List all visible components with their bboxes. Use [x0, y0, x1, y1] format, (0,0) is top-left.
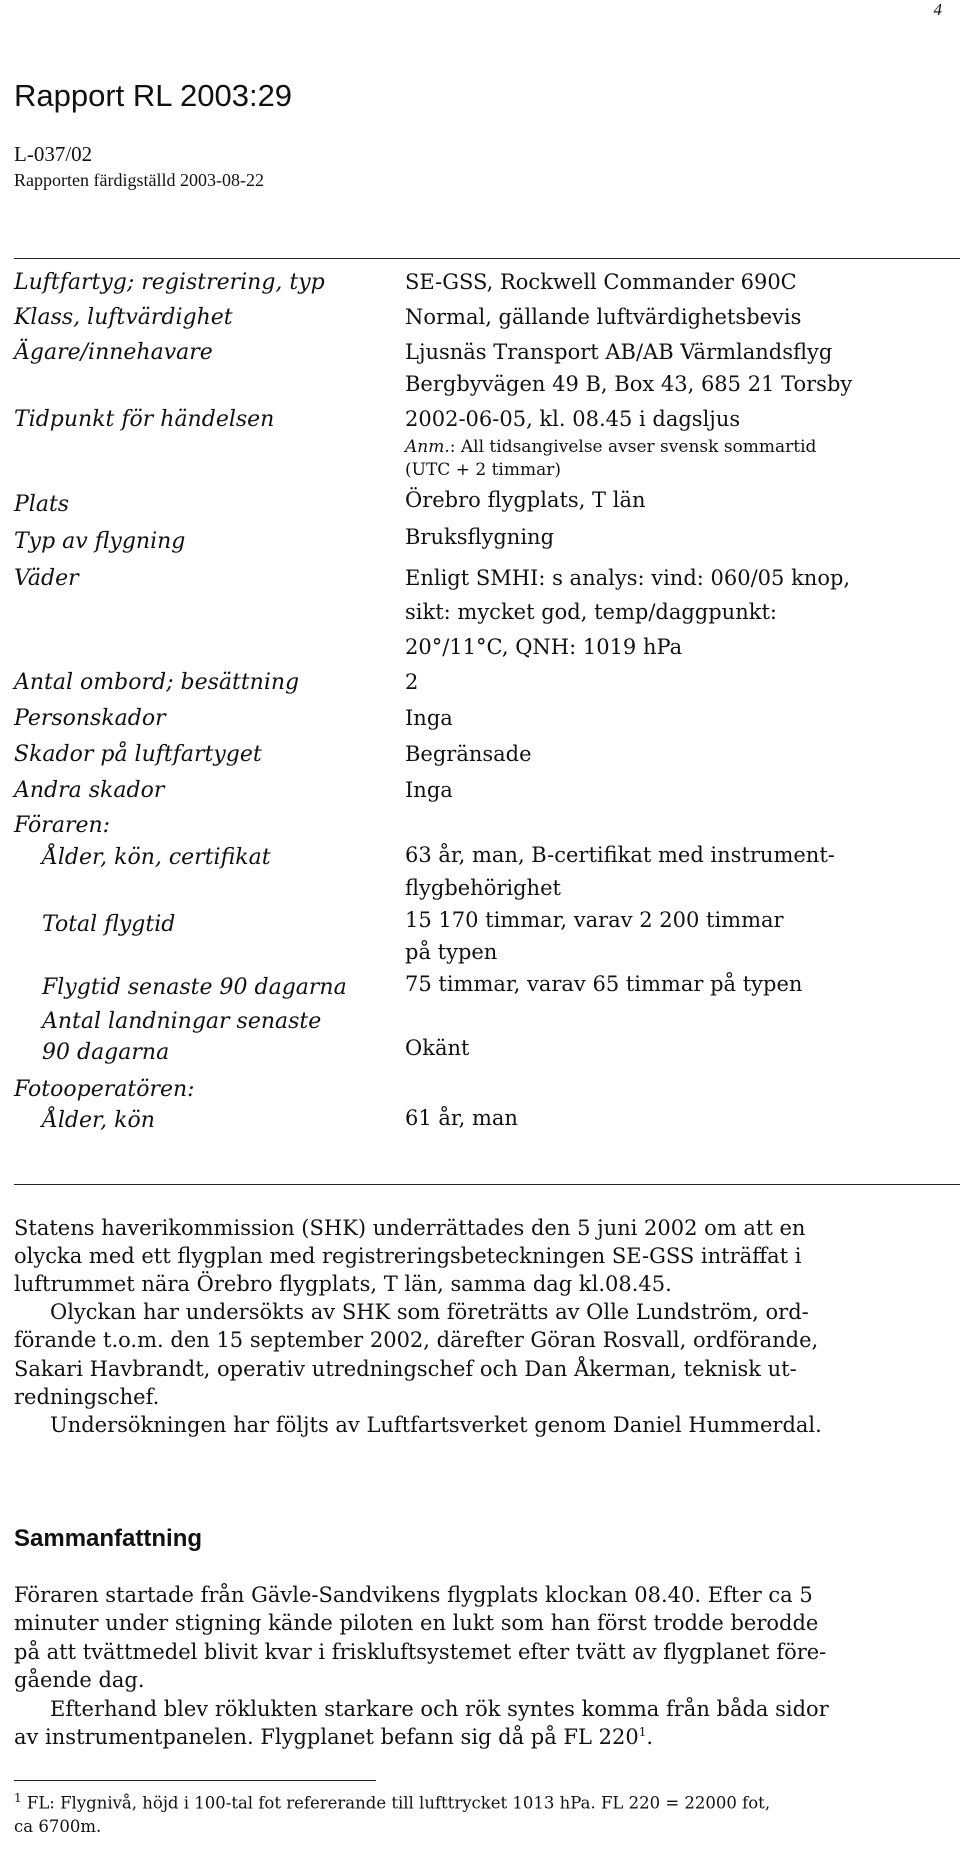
intro-p2-line4: redningschef.	[14, 1385, 160, 1409]
aircraft-value: SE-GSS, Rockwell Commander 690C	[405, 270, 797, 294]
time-note-text: : All tidsangivelse avser svensk sommartid	[449, 437, 817, 457]
onboard-value: 2	[405, 670, 419, 694]
time-label: Tidpunkt för händelsen	[14, 407, 275, 432]
page-number: 4	[933, 0, 942, 19]
place-label: Plats	[14, 492, 70, 517]
footnote-line1	[14, 1791, 770, 1813]
other-damage-label: Andra skador	[14, 778, 165, 803]
damage-label: Skador på luftfartyget	[14, 742, 262, 767]
summary-p2-line2-end: .	[646, 1725, 654, 1749]
flight-type-label: Typ av flygning	[14, 529, 186, 554]
class-value: Normal, gällande luftvärdighetsbevis	[405, 305, 802, 329]
report-title: Rapport RL 2003:29	[14, 78, 293, 113]
footnote-divider	[14, 1780, 376, 1781]
summary-p1-line1: Föraren startade från Gävle-Sandvikens flygplats klockan 08.40. Efter ca 5	[14, 1583, 813, 1607]
intro-p1-line3: luftrummet nära Örebro flygplats, T län, samma dag kl.08.45.	[14, 1272, 672, 1296]
photographer-age-label: Ålder, kön	[42, 1108, 155, 1133]
landings-label-line1: Antal landningar senaste	[42, 1009, 322, 1034]
other-damage-value: Inga	[405, 778, 453, 802]
summary-p1-line3: på att tvättmedel blivit kvar i friskluftsystemet efter tvätt av flygplanet före-	[14, 1640, 827, 1664]
time-note-prefix: Anm.	[405, 437, 450, 457]
summary-p2-line2	[14, 1725, 653, 1749]
landings-value: Okänt	[405, 1036, 470, 1060]
owner-value-line2: Bergbyvägen 49 B, Box 43, 685 21 Torsby	[405, 372, 853, 396]
middle-divider	[14, 1184, 960, 1185]
total-flight-time-label: Total flygtid	[42, 912, 176, 937]
intro-p3-line1: Undersökningen har följts av Luftfartsverket genom Daniel Hummerdal.	[50, 1413, 822, 1437]
time-note-line2: (UTC + 2 timmar)	[405, 460, 561, 480]
summary-p1-line2: minuter under stigning kände piloten en lukt som han först trodde berodde	[14, 1611, 819, 1635]
summary-p2-line2-text: av instrumentpanelen. Flygplanet befann sig då på FL 220	[14, 1725, 639, 1749]
injuries-value: Inga	[405, 706, 453, 730]
total-flight-time-value-line2: på typen	[405, 940, 498, 964]
time-value: 2002-06-05, kl. 08.45 i dagsljus	[405, 407, 741, 431]
class-label: Klass, luftvärdighet	[14, 305, 233, 330]
footnote-mark: 1	[14, 1791, 22, 1805]
weather-value-line2: sikt: mycket god, temp/daggpunkt:	[405, 600, 777, 624]
weather-label: Väder	[14, 566, 79, 591]
summary-p2-line1: Efterhand blev röklukten starkare och rök syntes komma från båda sidor	[50, 1697, 829, 1721]
damage-value: Begränsade	[405, 742, 532, 766]
photographer-age-value: 61 år, man	[405, 1106, 518, 1130]
intro-p1-line2: olycka med ett flygplan med registreringsbeteckningen SE-GSS inträffat i	[14, 1244, 802, 1268]
report-reference: L-037/02	[14, 142, 93, 166]
summary-heading: Sammanfattning	[14, 1525, 203, 1552]
intro-p2-line3: Sakari Havbrandt, operativ utredningschef och Dan Åkerman, teknisk ut-	[14, 1357, 797, 1381]
total-flight-time-value-line1: 15 170 timmar, varav 2 200 timmar	[405, 908, 784, 932]
intro-p2-line2: förande t.o.m. den 15 september 2002, därefter Göran Rosvall, ordförande,	[14, 1328, 819, 1352]
recent-flight-time-label: Flygtid senaste 90 dagarna	[42, 975, 347, 1000]
top-divider	[14, 258, 960, 259]
place-value: Örebro flygplats, T län	[405, 488, 646, 512]
aircraft-label: Luftfartyg; registrering, typ	[14, 270, 325, 295]
summary-p1-line4: gående dag.	[14, 1668, 145, 1692]
owner-value-line1: Ljusnäs Transport AB/AB Värmlandsflyg	[405, 340, 833, 364]
report-completed-date: Rapporten färdigställd 2003-08-22	[14, 170, 264, 190]
injuries-label: Personskador	[14, 706, 166, 731]
intro-p2-line1: Olyckan har undersökts av SHK som företrätts av Olle Lundström, ord-	[50, 1300, 809, 1324]
intro-p1-line1: Statens haverikommission (SHK) underrättades den 5 juni 2002 om att en	[14, 1216, 806, 1240]
pilot-label: Föraren:	[14, 813, 111, 838]
landings-label-line2: 90 dagarna	[42, 1040, 170, 1065]
weather-value-line3: 20°/11°C, QNH: 1019 hPa	[405, 635, 683, 659]
pilot-age-value-line2: flygbehörighet	[405, 876, 561, 900]
owner-label: Ägare/innehavare	[14, 340, 213, 365]
weather-value-line1: Enligt SMHI: s analys: vind: 060/05 knop,	[405, 566, 851, 590]
pilot-age-value-line1: 63 år, man, B-certifikat med instrument-	[405, 843, 835, 867]
time-note-line1	[405, 437, 816, 457]
onboard-label: Antal ombord; besättning	[14, 670, 300, 695]
recent-flight-time-value: 75 timmar, varav 65 timmar på typen	[405, 972, 803, 996]
footnote-reference: 1	[638, 1725, 647, 1739]
footnote-text: FL: Flygnivå, höjd i 100-tal fot refererande till lufttrycket 1013 hPa. FL 220 = 22000 fot,	[21, 1793, 771, 1813]
pilot-age-label: Ålder, kön, certifikat	[42, 845, 271, 870]
flight-type-value: Bruksflygning	[405, 525, 555, 549]
footnote-line2: ca 6700m.	[14, 1817, 102, 1836]
photographer-label: Fotooperatören:	[14, 1077, 195, 1102]
